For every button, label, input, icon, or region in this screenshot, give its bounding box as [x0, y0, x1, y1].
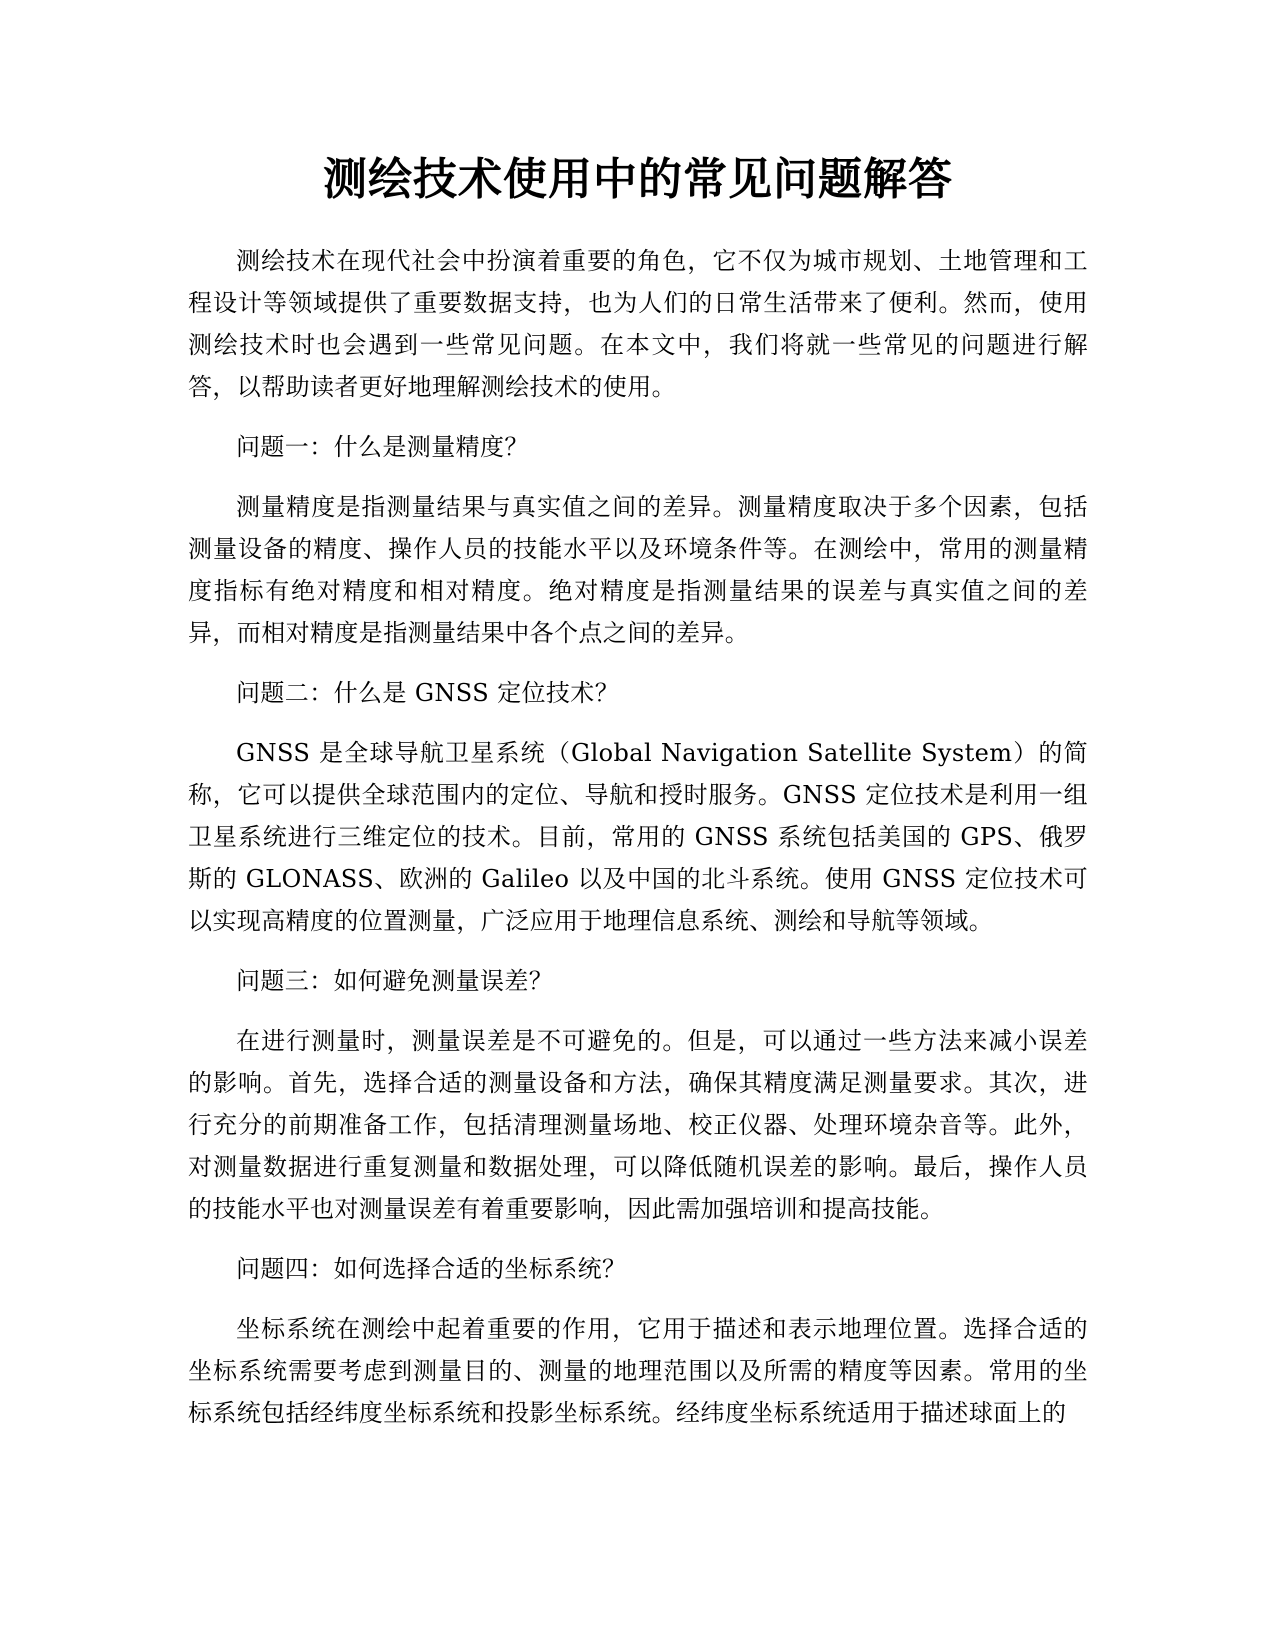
answer-1-paragraph: 测量精度是指测量结果与真实值之间的差异。测量精度取决于多个因素，包括测量设备的精度、操作人员的技能水平以及环境条件等。在测绘中，常用的测量精度指标有绝对精度和相对精度。绝对精度是指测量结果的误差与真实值之间的差异，而相对精度是指测量结果中各个点之间的差异。: [188, 493, 1088, 647]
question-3-heading: 问题三：如何避免测量误差？: [236, 967, 554, 995]
question-4-heading: 问题四：如何选择合适的坐标系统？: [236, 1255, 627, 1283]
intro-paragraph: 测绘技术在现代社会中扮演着重要的角色，它不仅为城市规划、土地管理和工程设计等领域提供了重要数据支持，也为人们的日常生活带来了便利。然而，使用测绘技术时也会遇到一些常见问题。在本文中，我们将就一些常见的问题进行解答，以帮助读者更好地理解测绘技术的使用。: [188, 247, 1088, 401]
answer-3-paragraph: 在进行测量时，测量误差是不可避免的。但是，可以通过一些方法来减小误差的影响。首先，选择合适的测量设备和方法，确保其精度满足测量要求。其次，进行充分的前期准备工作，包括清理测量场地、校正仪器、处理环境杂音等。此外，对测量数据进行重复测量和数据处理，可以降低随机误差的影响。最后，操作人员的技能水平也对测量误差有着重要影响，因此需加强培训和提高技能。: [188, 1027, 1088, 1223]
answer-4-paragraph: 坐标系统在测绘中起着重要的作用，它用于描述和表示地理位置。选择合适的坐标系统需要考虑到测量目的、测量的地理范围以及所需的精度等因素。常用的坐标系统包括经纬度坐标系统和投影坐标系统。经纬度坐标系统适用于描述球面上的: [188, 1315, 1088, 1427]
answer-2-paragraph: GNSS 是全球导航卫星系统（Global Navigation Satellite System）的简称，它可以提供全球范围内的定位、导航和授时服务。GNSS 定位技术是利用一组卫星系统进行三维定位的技术。目前，常用的 GNSS 系统包括美国的 GPS、俄罗斯的 GLONASS、欧洲的 Galileo 以及中国的北斗系统。使用 GNSS 定位技术可以实现高精度的位置测量，广泛应用于地理信息系统、测绘和导航等领域。: [188, 739, 1088, 935]
document-body: [188, 148, 1088, 1452]
question-1-heading: 问题一：什么是测量精度？: [236, 433, 529, 461]
question-2-heading: 问题二：什么是 GNSS 定位技术？: [236, 679, 620, 707]
document-title: 测绘技术使用中的常见问题解答: [323, 154, 953, 205]
